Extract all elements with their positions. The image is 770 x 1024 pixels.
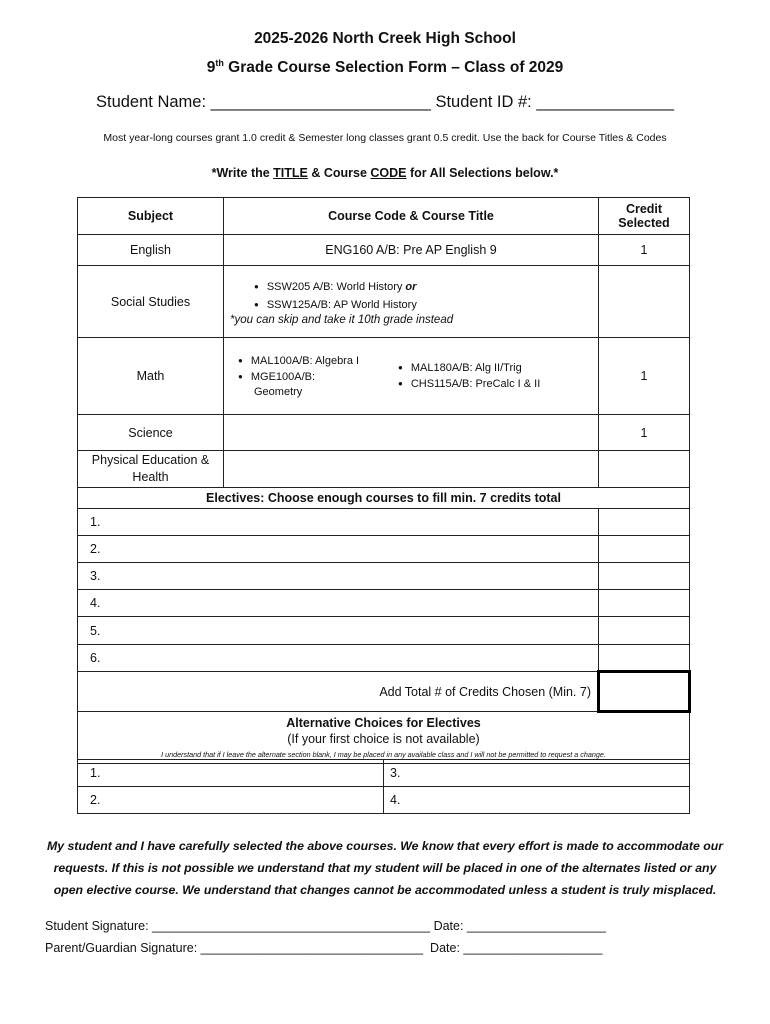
grade-number: 9	[206, 59, 216, 77]
alt-subtitle: (If your first choice is not available)	[287, 732, 480, 746]
social-options	[228, 278, 594, 314]
header-course: Course Code & Course Title	[224, 198, 599, 235]
social-option-2	[254, 296, 594, 314]
credit-social[interactable]	[599, 266, 690, 338]
alt-choice-4[interactable]: 4.	[384, 787, 690, 814]
elective-6-credit[interactable]	[599, 645, 690, 672]
form-title: 2025-2026 North Creek High School	[254, 30, 516, 47]
math-options-right	[388, 360, 540, 392]
elective-row	[78, 645, 690, 672]
social-option-1-text: SSW205 A/B: World History	[266, 280, 406, 293]
elective-3-credit[interactable]	[599, 563, 690, 590]
elective-1-credit[interactable]	[599, 509, 690, 536]
elective-4[interactable]: 4.	[78, 590, 599, 617]
math-options-left	[228, 353, 388, 400]
elective-row	[78, 617, 690, 645]
math-option-alg2: ● MAL180A/B: Alg II/Trig	[398, 360, 540, 376]
social-skip-note: *you can skip and take it 10th grade instead	[230, 313, 454, 326]
social-option-2-text: SSW125A/B: AP World History	[266, 298, 417, 311]
credit-note: Most year-long courses grant 1.0 credit & Semester long classes grant 0.5 credit. Use the back for Course Titles & Codes	[103, 132, 667, 144]
course-english: ENG160 A/B: Pre AP English 9	[224, 235, 599, 266]
elective-1[interactable]: 1.	[78, 509, 599, 536]
alt-row	[78, 760, 690, 787]
elective-row	[78, 590, 690, 617]
subject-science: Science	[78, 415, 224, 451]
student-signature-line[interactable]: Student Signature: ________________________________________ Date: ____________________	[45, 919, 606, 933]
social-option-1	[254, 278, 594, 296]
total-credits-box[interactable]	[599, 672, 690, 712]
alternate-choices-table	[77, 759, 690, 814]
credit-math[interactable]: 1	[599, 338, 690, 415]
math-option-geometry: ● MGE100A/B: Geometry	[238, 369, 354, 400]
alt-row	[78, 787, 690, 814]
alt-title: Alternative Choices for Electives	[286, 716, 481, 730]
header-credit: Credit Selected	[599, 198, 690, 235]
row-math	[78, 338, 690, 415]
alt-choice-1[interactable]: 1.	[78, 760, 384, 787]
row-science	[78, 415, 690, 451]
instruction-part: *Write the	[211, 166, 274, 180]
row-social-studies	[78, 266, 690, 338]
instruction-title-word: TITLE	[273, 166, 308, 180]
course-selection-table	[77, 197, 691, 764]
table-header-row	[78, 198, 690, 235]
row-english	[78, 235, 690, 266]
instruction	[0, 166, 770, 180]
alt-disclaimer: I understand that if I leave the alternate section blank, I may be placed in any available class and I will not be permitted to request a change.	[161, 750, 606, 759]
elective-3[interactable]: 3.	[78, 563, 599, 590]
elective-6[interactable]: 6.	[78, 645, 599, 672]
electives-title: Electives: Choose enough courses to fill min. 7 credits total	[78, 488, 690, 509]
subject-social: Social Studies	[78, 266, 224, 338]
subtitle-text: Grade Course Selection Form – Class of 2029	[223, 59, 564, 77]
elective-2[interactable]: 2.	[78, 536, 599, 563]
elective-5[interactable]: 5.	[78, 617, 599, 645]
credit-english[interactable]: 1	[599, 235, 690, 266]
credit-science[interactable]: 1	[599, 415, 690, 451]
elective-row	[78, 509, 690, 536]
math-option-precalc: ● CHS115A/B: PreCalc I & II	[398, 376, 540, 392]
total-row	[78, 672, 690, 712]
instruction-part: & Course	[307, 166, 371, 180]
social-or: or	[405, 280, 417, 293]
elective-5-credit[interactable]	[599, 617, 690, 645]
subject-pe: Physical Education & Health	[78, 451, 224, 488]
math-option-algebra: ● MAL100A/B: Algebra I	[238, 353, 388, 369]
course-science[interactable]	[224, 415, 599, 451]
elective-2-credit[interactable]	[599, 536, 690, 563]
subject-math: Math	[78, 338, 224, 415]
elective-row	[78, 563, 690, 590]
elective-row	[78, 536, 690, 563]
course-math[interactable]	[224, 338, 599, 415]
credit-pe[interactable]	[599, 451, 690, 488]
alt-choice-2[interactable]: 2.	[78, 787, 384, 814]
row-pe	[78, 451, 690, 488]
electives-title-row	[78, 488, 690, 509]
parent-signature-line[interactable]: Parent/Guardian Signature: ________________________________ Date: ____________________	[45, 941, 603, 955]
course-social[interactable]	[224, 266, 599, 338]
grade-suffix: th	[215, 58, 224, 68]
student-name-id-line[interactable]: Student Name: ________________________ Student ID #: _______________	[95, 93, 674, 111]
agreement-statement: My student and I have carefully selected the above courses. We know that every effort is made to accommodate our requests. If this is not possible we understand that my student will be placed in one of the alternates listed or any open elective course. We understand that changes cannot be accommodated unless a student is truly misplaced.	[46, 839, 724, 897]
course-pe[interactable]	[224, 451, 599, 488]
alt-header-row	[78, 712, 690, 764]
total-credits-label: Add Total # of Credits Chosen (Min. 7)	[78, 672, 599, 712]
instruction-code-word: CODE	[370, 166, 407, 180]
subject-english: English	[78, 235, 224, 266]
form-subtitle	[0, 58, 770, 77]
instruction-part: for All Selections below.*	[406, 166, 559, 180]
header-subject: Subject	[78, 198, 224, 235]
alt-header	[78, 712, 690, 764]
elective-4-credit[interactable]	[599, 590, 690, 617]
alt-choice-3[interactable]: 3.	[384, 760, 690, 787]
